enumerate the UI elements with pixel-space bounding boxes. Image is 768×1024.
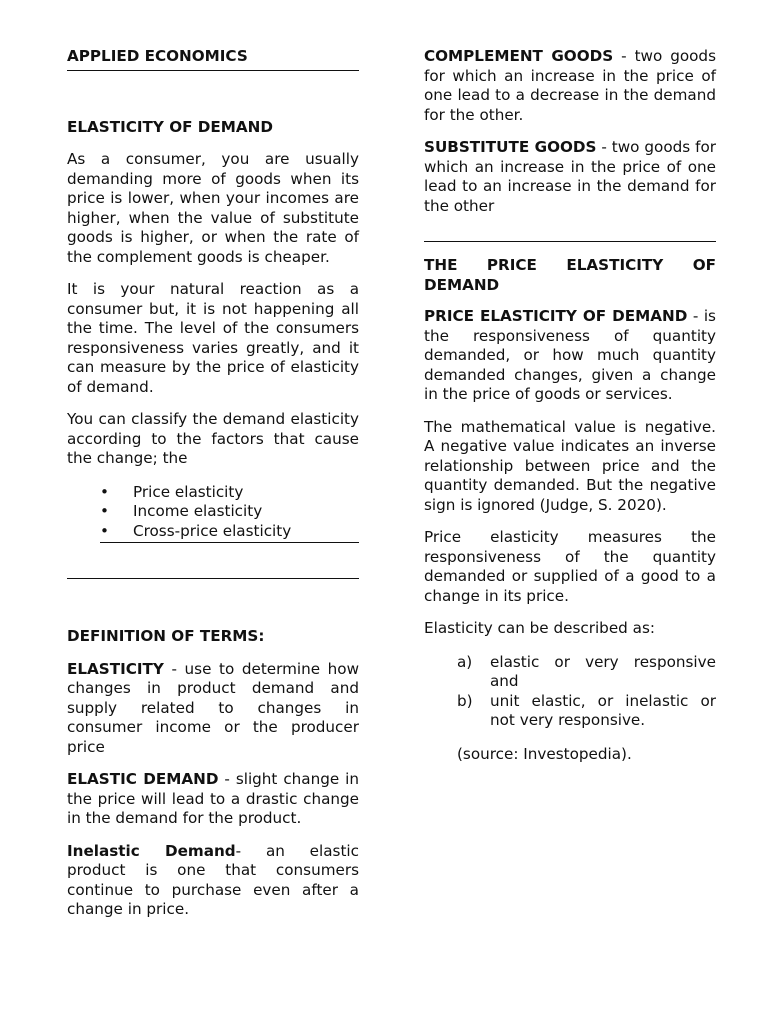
paragraph-classify: You can classify the demand elasticity according to the factors that cause the change; the — [67, 410, 359, 467]
definitions-title: DEFINITION OF TERMS: — [67, 627, 265, 645]
term-name: PRICE ELASTICITY OF DEMAND — [424, 307, 688, 325]
paragraph-consumer-demand: As a consumer, you are usually demanding more of goods when its price is lower, when your incomes are higher, when the value of substitute goods is higher, or when the rate of the complement goods is cheaper. — [67, 150, 359, 266]
term-definition: - two goods for which an increase in the price of one lead to an increase in the demand for the other — [424, 138, 716, 215]
section-title-price-elasticity: THE PRICE ELASTICITY OF DEMAND — [424, 256, 716, 294]
term-name: SUBSTITUTE GOODS — [424, 138, 597, 156]
term-definition: - slight change in the price will lead to a drastic change in the demand for the product. — [67, 770, 359, 827]
list-item-label: elastic or very responsive and — [490, 652, 716, 690]
elasticity-descriptions-list — [424, 653, 716, 731]
term-name: ELASTIC DEMAND — [67, 770, 219, 788]
term-name: COMPLEMENT GOODS — [424, 47, 614, 65]
term-definition: - is the responsiveness of quantity demanded, or how much quantity demanded changes, given a change in the price of goods or services. — [424, 307, 716, 403]
term-definition: - two goods for which an increase in the price of one lead to a decrease in the demand for the other. — [424, 47, 716, 124]
source-citation: (source: Investopedia). — [457, 744, 632, 763]
elasticity-types-list — [67, 483, 359, 542]
list-underline — [100, 542, 359, 543]
list-item-label: unit elastic, or inelastic or not very responsive. — [490, 691, 716, 729]
list-item — [457, 692, 716, 731]
list-item — [100, 522, 359, 542]
term-name: Inelastic Demand — [67, 841, 236, 860]
bullet-icon: • — [100, 482, 109, 501]
section-divider — [424, 241, 716, 242]
title-divider — [67, 70, 359, 71]
list-item-label: Cross-price elasticity — [133, 521, 292, 540]
term-elastic-demand — [67, 770, 359, 829]
paragraph-mathematical-value: The mathematical value is negative. A negative value indicates an inverse relationship between price and the quantity demanded. But the negative sign is ignored (Judge, S. 2020). — [424, 417, 716, 514]
term-definition: - use to determine how changes in product demand and supply related to changes in consumer income or the producer price — [67, 659, 359, 756]
bullet-icon: • — [100, 502, 109, 520]
left-column — [67, 45, 359, 933]
paragraph-described-as: Elasticity can be described as: — [424, 619, 655, 637]
bullet-icon: • — [100, 521, 109, 540]
term-price-elasticity-of-demand — [424, 307, 716, 405]
term-inelastic-demand — [67, 842, 359, 920]
section-divider — [67, 578, 359, 579]
term-elasticity — [67, 660, 359, 758]
list-item-label: Income elasticity — [133, 502, 263, 520]
section-title-elasticity: ELASTICITY OF DEMAND — [67, 117, 273, 136]
term-complement-goods — [424, 47, 716, 125]
paragraph-natural-reaction: It is your natural reaction as a consumer but, it is not happening all the time. The level of the consumers responsiveness varies greatly, and it can measure by the price of elasticity of demand. — [67, 280, 359, 396]
term-name: ELASTICITY — [67, 659, 164, 678]
term-definition: - an elastic product is one that consumers continue to purchase even after a change in price. — [67, 841, 359, 918]
list-item — [100, 483, 359, 503]
course-title: APPLIED ECONOMICS — [67, 47, 248, 65]
list-marker: a) — [457, 652, 473, 671]
right-column — [424, 45, 716, 764]
term-substitute-goods — [424, 138, 716, 216]
list-item-label: Price elasticity — [133, 482, 244, 501]
list-item — [457, 653, 716, 692]
paragraph-price-elasticity-measures: Price elasticity measures the responsiveness of the quantity demanded or supplied of a good to a change in its price. — [424, 528, 716, 605]
list-marker: b) — [457, 691, 473, 710]
list-item — [100, 502, 359, 522]
